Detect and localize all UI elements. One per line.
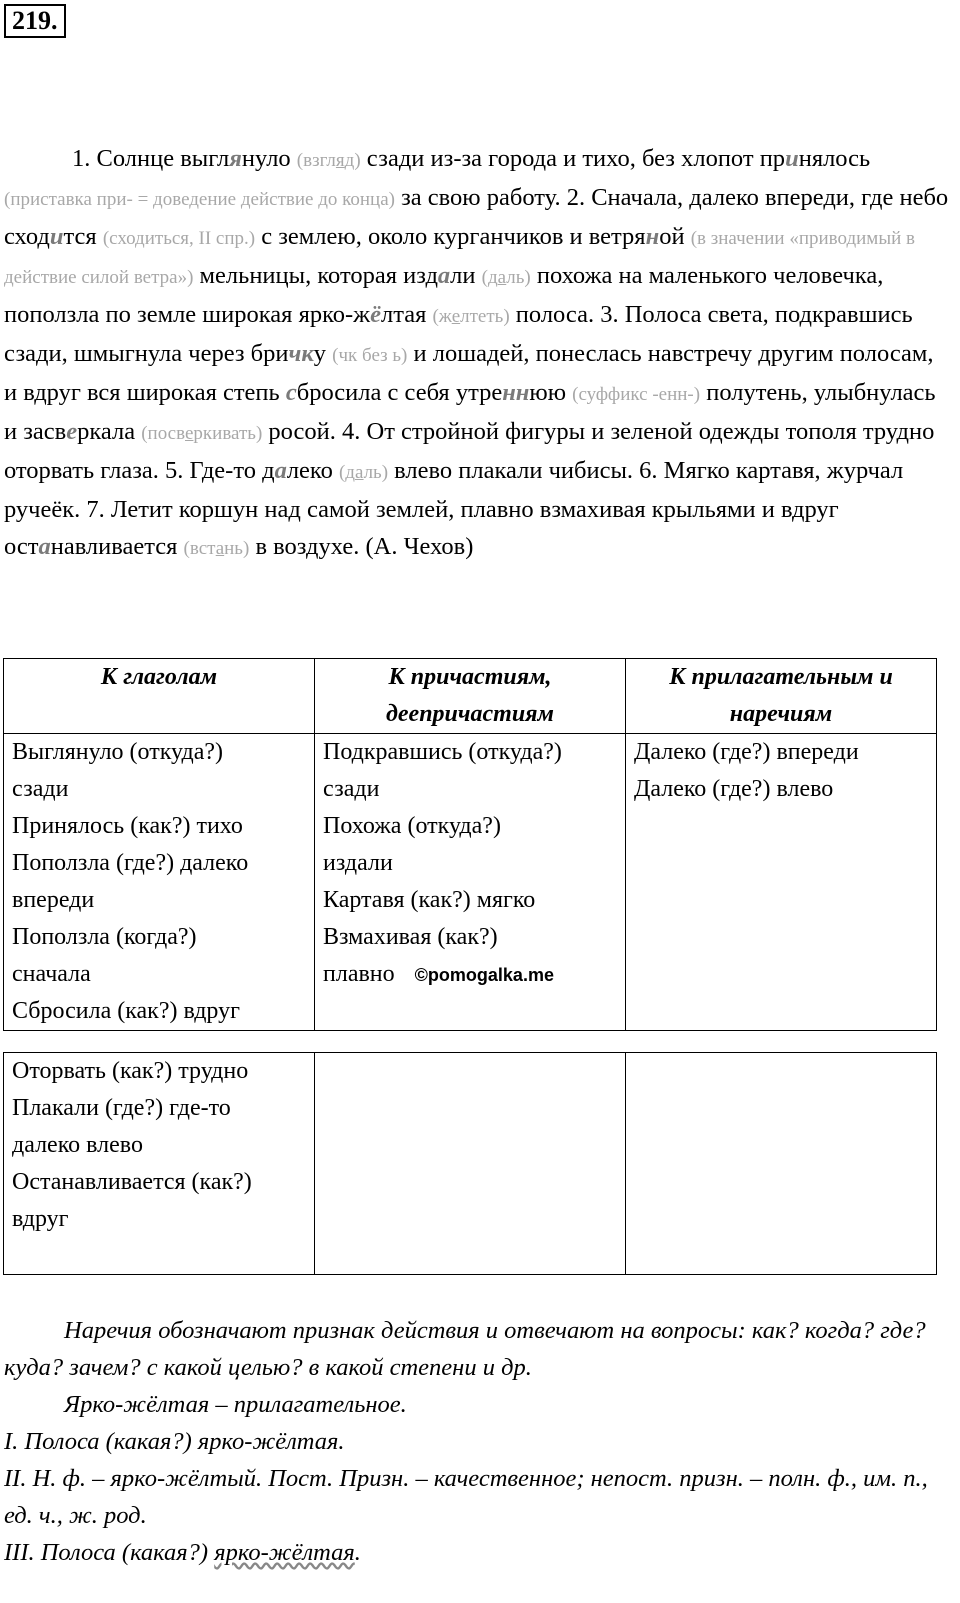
list-item: впереди [12, 887, 95, 913]
adjectives-adverbs-cell [626, 734, 937, 1031]
list-item: Сбросила (как?) вдруг [12, 998, 240, 1024]
list-item: Картавя (как?) мягко [323, 887, 536, 913]
list-item: сзади [12, 776, 69, 802]
list-item: вдруг [12, 1206, 69, 1232]
verbs-cell [4, 734, 315, 1031]
list-item: Поползла (где?) далеко [12, 850, 249, 876]
answer-table-continued [3, 1052, 937, 1275]
list-item: Далеко (где?) влево [634, 776, 834, 802]
adjectives-adverbs-cell [626, 1053, 937, 1275]
exercise-number: 219. [4, 4, 66, 38]
answer-table [3, 658, 937, 1031]
list-item: издали [323, 850, 393, 876]
watermark: ©pomogalka.me [414, 965, 554, 985]
list-item: Далеко (где?) впереди [634, 739, 859, 765]
word-classification: Ярко-жёлтая – прилагательное. [64, 1391, 407, 1418]
adverb-definition: Наречия обозначают признак действия и отвечают на вопросы: как? когда? где? куда? зачем? с какой целью? в какой степени и др. [4, 1317, 926, 1381]
list-item: сначала [12, 961, 91, 987]
list-item: Плакали (где?) где-то [12, 1095, 231, 1121]
participles-cell [315, 734, 626, 1031]
list-item: Останавливается (как?) [12, 1169, 252, 1195]
header-participles: К причастиям, деепричастиям [315, 659, 626, 734]
list-item: Похожа (откуда?) [323, 813, 501, 839]
list-item: Поползла (когда?) [12, 924, 197, 950]
analysis-step-3: III. Полоса (какая?) ярко-жёлтая. [4, 1539, 361, 1566]
exercise-passage: 1. Солнце выглянуло (взгляд) сзади из-за города и тихо, без хлопот принялось (приставка при- = доведение действие до конца) за свою работу. 2. Сначала, далеко впереди, где небо сходится (сходиться, II спр.) с землею, около курганчиков и ветряной (в значении «приводимый в действие силой ветра») мельницы, которая издали (даль) похожа на маленького человечка, поползла по земле широкая ярко-жёлтая (желтеть) полоса. 3. Полоса света, подкравшись сзади, шмыгнула через бричку (чк без ь) и лошадей, понеслась навстречу другим полосам, и вдруг вся широкая степь сбросила с себя утреннюю (суффикс -енн-) полутень, улыбнулась и засверкала (посверкивать) росой. 4. От стройной фигуры и зеленой одежды тополя трудно оторвать глаза. 5. Где-то далеко (даль) влево плакали чибисы. 6. Мягко картавя, журчал ручеёк. 7. Летит коршун над самой землей, плавно взмахивая крыльями и вдруг останавливается (встань) в воздухе. (А. Чехов) [4, 145, 949, 560]
list-item: Выглянуло (откуда?) [12, 739, 224, 765]
grammar-analysis [4, 1312, 949, 1571]
header-adjectives-adverbs: К прилагательным и наречиям [626, 659, 937, 734]
verbs-cell [4, 1053, 315, 1275]
analysis-step-2: II. Н. ф. – ярко-жёлтый. Пост. Призн. – качественное; непост. призн. – полн. ф., им. п., ед. ч., ж. род. [4, 1465, 928, 1529]
list-item: Подкравшись (откуда?) [323, 739, 562, 765]
analysis-step-1: I. Полоса (какая?) ярко-жёлтая. [4, 1428, 345, 1455]
list-item: Взмахивая (как?) [323, 924, 498, 950]
list-item: Принялось (как?) тихо [12, 813, 243, 839]
list-item: Оторвать (как?) трудно [12, 1058, 249, 1084]
list-item: сзади [323, 776, 380, 802]
header-verbs: К глаголам [4, 659, 315, 734]
list-item: далеко влево [12, 1132, 143, 1158]
list-item: плавно ©pomogalka.me [323, 961, 554, 987]
participles-cell [315, 1053, 626, 1275]
